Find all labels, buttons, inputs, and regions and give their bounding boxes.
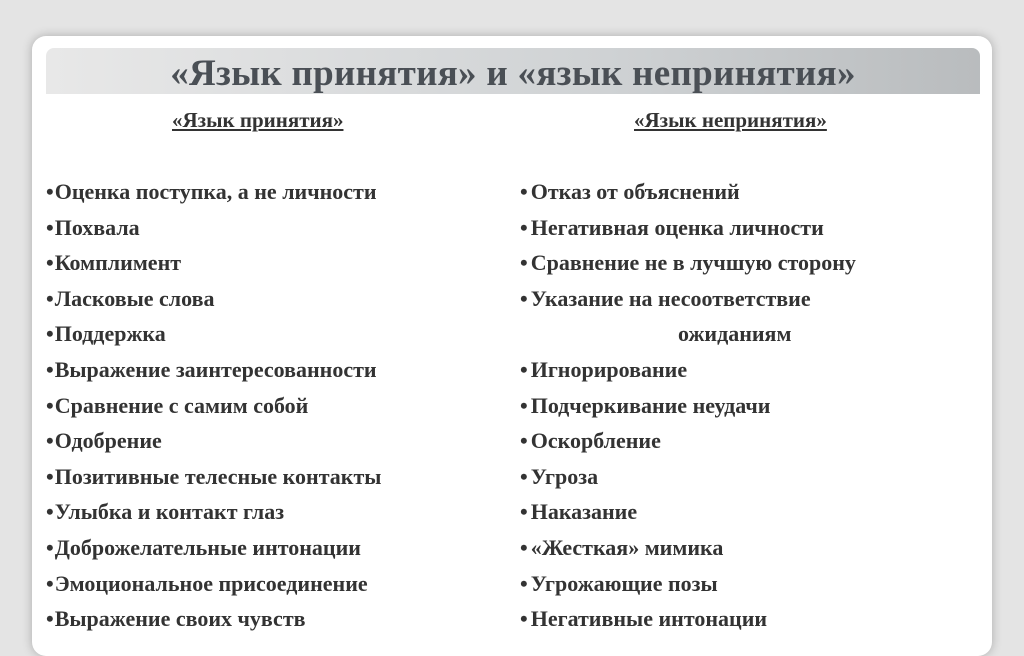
item-text: Подчеркивание неудачи [530, 392, 771, 418]
column-header-acceptance: «Язык принятия» [172, 108, 344, 132]
acceptance-list [46, 174, 381, 637]
list-item [46, 352, 381, 388]
item-text: Выражение заинтересованности [54, 356, 377, 382]
bullet: • [520, 428, 528, 454]
bullet: • [46, 321, 54, 347]
bullet: • [46, 356, 54, 382]
item-text: Угрожающие позы [530, 570, 718, 596]
bullet: • [520, 214, 528, 240]
item-text: Одобрение [54, 428, 162, 454]
bullet: • [520, 179, 528, 204]
bullet: • [46, 392, 54, 418]
bullet: • [520, 463, 528, 489]
slide-title: «Язык принятия» и «язык непринятия» [170, 53, 856, 94]
bullet: • [520, 499, 528, 525]
item-text: Доброжелательные интонации [54, 534, 361, 560]
bullet: • [520, 250, 528, 276]
list-item [46, 601, 381, 637]
bullet: • [520, 392, 528, 418]
item-text: Комплимент [54, 250, 182, 276]
list-item [46, 494, 381, 530]
item-text: Улыбка и контакт глаз [54, 499, 285, 525]
item-text: Негативные интонации [530, 606, 768, 632]
non-acceptance-list [520, 174, 856, 637]
item-text: Негативная оценка личности [530, 214, 824, 240]
item-text: Наказание [530, 499, 638, 525]
bullet: • [46, 570, 54, 596]
list-item [520, 459, 856, 495]
list-item [520, 494, 856, 530]
list-item [520, 388, 856, 424]
list-item [520, 566, 856, 602]
item-text: Выражение своих чувств [54, 606, 306, 632]
list-item [520, 245, 856, 281]
list-item [520, 352, 856, 388]
item-text: Похвала [54, 214, 140, 240]
slide [32, 36, 992, 656]
list-item [520, 281, 856, 317]
item-text: Эмоциональное присоединение [54, 570, 368, 596]
item-text: Указание на несоответствие [530, 285, 811, 311]
item-text: Сравнение с самим собой [54, 392, 309, 418]
bullet: • [46, 179, 54, 204]
list-item [46, 459, 381, 495]
item-text: Игнорирование [530, 356, 688, 382]
list-item [46, 174, 381, 210]
bullet: • [46, 463, 54, 489]
column-header-non-acceptance: «Язык непринятия» [634, 108, 827, 132]
item-text: Отказ от объяснений [530, 179, 740, 204]
bullet: • [46, 499, 54, 525]
list-item [520, 210, 856, 246]
item-text: ожиданиям [678, 321, 792, 347]
item-text: Угроза [530, 463, 599, 489]
bullet: • [46, 285, 54, 311]
item-text: Оскорбление [530, 428, 661, 454]
list-item [46, 245, 381, 281]
item-text: Ласковые слова [54, 285, 215, 311]
list-item [46, 281, 381, 317]
bullet: • [46, 428, 54, 454]
title-bar [46, 48, 980, 94]
bullet: • [46, 534, 54, 560]
bullet: • [46, 606, 54, 632]
list-item [46, 530, 381, 566]
list-item [46, 388, 381, 424]
list-item [520, 601, 856, 637]
list-item [46, 423, 381, 459]
bullet: • [520, 534, 528, 560]
list-item [46, 210, 381, 246]
list-item [520, 423, 856, 459]
bullet: • [520, 356, 528, 382]
item-text: «Жесткая» мимика [530, 534, 724, 560]
bullet: • [520, 570, 528, 596]
list-item [46, 566, 381, 602]
item-text: Сравнение не в лучшую сторону [530, 250, 856, 276]
list-item [520, 530, 856, 566]
list-item-continuation [520, 316, 856, 352]
item-text: Поддержка [54, 321, 166, 347]
item-text: Позитивные телесные контакты [54, 463, 382, 489]
bullet: • [520, 285, 528, 311]
bullet: • [46, 250, 54, 276]
list-item [520, 174, 856, 210]
item-text: Оценка поступка, а не личности [54, 179, 377, 204]
bullet: • [46, 214, 54, 240]
bullet: • [520, 606, 528, 632]
list-item [46, 316, 381, 352]
